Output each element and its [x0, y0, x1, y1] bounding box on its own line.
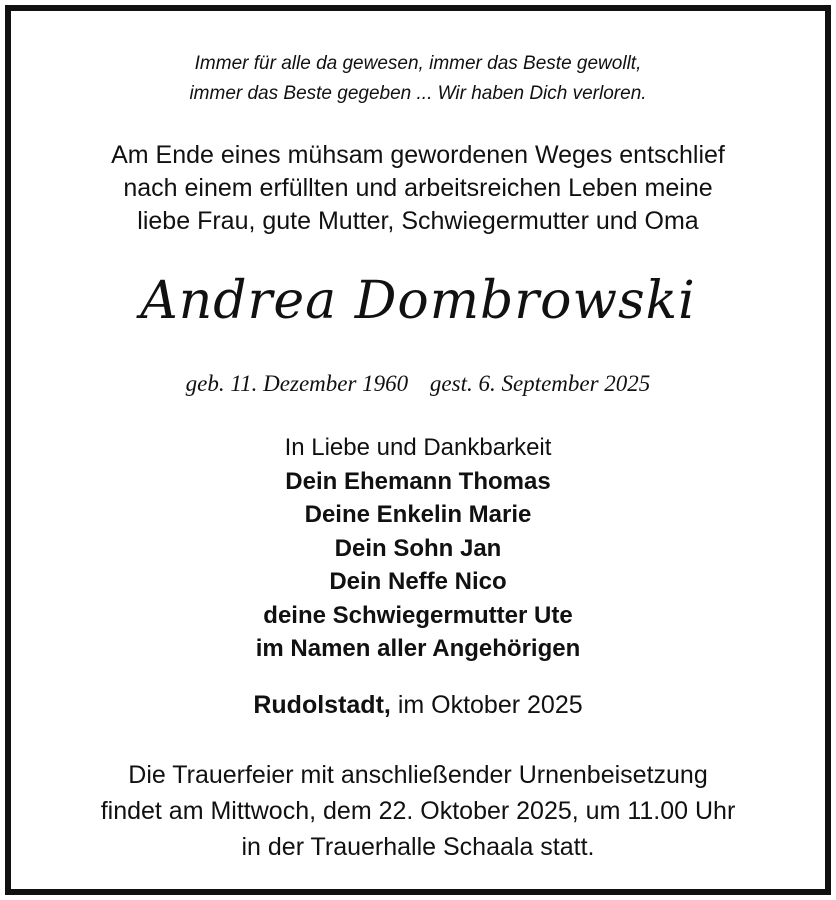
intro-text: [11, 139, 825, 238]
place-date: [11, 689, 825, 722]
obituary-notice: [5, 5, 831, 895]
mourner: im Namen aller Angehörigen: [255, 635, 581, 662]
motto-line: Immer für alle da gewesen, immer das Beste gewollt,: [194, 53, 642, 74]
intro-line: liebe Frau, gute Mutter, Schwiegermutter und Oma: [137, 207, 699, 235]
mourner: Dein Sohn Jan: [334, 534, 502, 562]
intro-line: nach einem erfüllten und arbeitsreichen Leben meine: [123, 174, 713, 202]
mourners-lead: In Liebe und Dankbarkeit: [284, 434, 552, 461]
motto-line: immer das Beste gegeben ... Wir haben Dich verloren.: [189, 83, 647, 104]
deceased-name: Andrea Dombrowski: [140, 271, 696, 331]
intro-line: Am Ende eines mühsam gewordenen Weges entschlief: [111, 141, 725, 169]
ceremony-line: Die Trauerfeier mit anschließender Urnenbeisetzung: [128, 761, 708, 789]
mourner: deine Schwiegermutter Ute: [263, 601, 573, 629]
ceremony-line: findet am Mittwoch, dem 22. Oktober 2025, um 11.00 Uhr: [100, 797, 736, 825]
mourner: Deine Enkelin Marie: [304, 501, 532, 528]
life-dates: [11, 369, 825, 399]
mourner: Dein Ehemann Thomas: [285, 467, 551, 495]
ceremony-line: in der Trauerhalle Schaala statt.: [241, 833, 595, 861]
death-date: gest. 6. September 2025: [429, 371, 651, 396]
birth-date: geb. 11. Dezember 1960: [185, 371, 409, 396]
ceremony-info: [11, 757, 825, 865]
place-month: im Oktober 2025: [397, 691, 583, 719]
place-city: Rudolstadt,: [253, 691, 391, 719]
motto: [11, 49, 825, 109]
mourner: Dein Neffe Nico: [329, 568, 507, 595]
mourners: [11, 431, 825, 666]
